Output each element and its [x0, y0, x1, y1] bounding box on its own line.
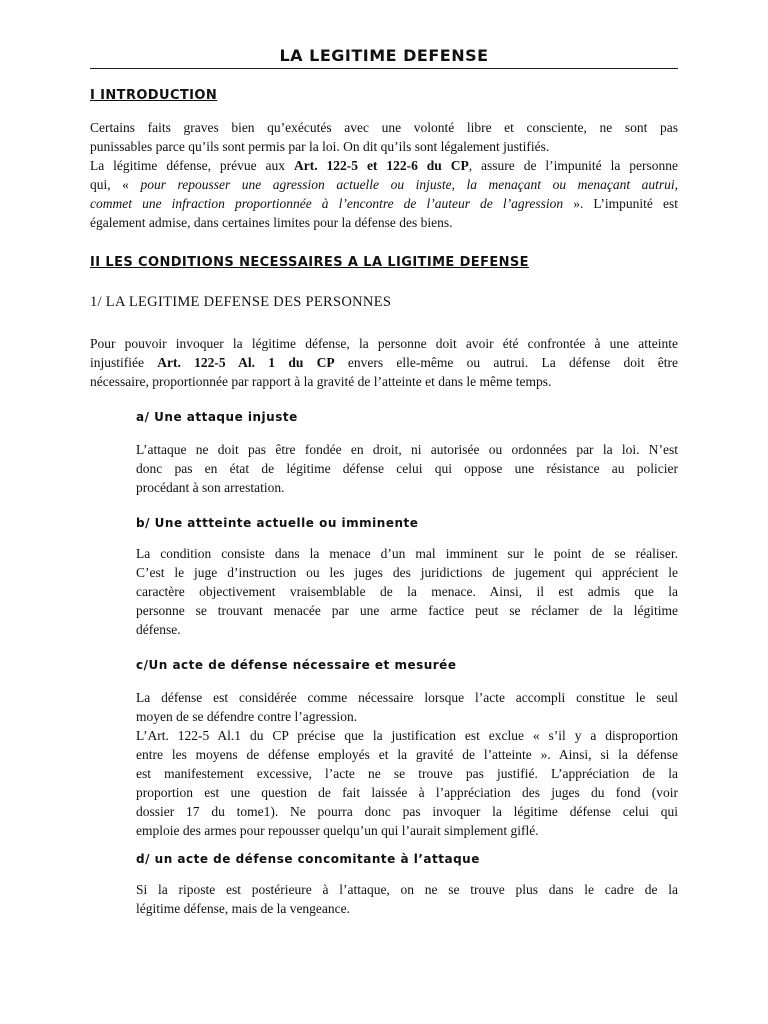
section-heading-conditions: II LES CONDITIONS NECESSAIRES A LA LIGITIME DEFENSE [90, 255, 529, 270]
document-title: LA LEGITIME DEFENSE [279, 46, 489, 65]
text-line: légitime défense, mais de la vengeance. [136, 901, 351, 916]
point-c-paragraph-2 [136, 726, 678, 840]
text-line: Si la riposte est postérieure à l’attaque, on ne se trouve plus dans le cadre de la [136, 882, 678, 897]
text-line: entre les moyens de défense employés et la gravité de l’atteinte ». Ainsi, si la défense [136, 747, 678, 762]
subsection-heading-personnes: 1/ LA LEGITIME DEFENSE DES PERSONNES [90, 294, 392, 310]
text-line: injustifiée Art. 122-5 Al. 1 du CP envers elle-même ou autrui. La défense doit être [90, 355, 679, 370]
intro-paragraph-2 [90, 156, 678, 232]
text-line: L’Art. 122-5 Al.1 du CP précise que la justification est exclue « s’il y a disproportion [136, 728, 678, 743]
point-b-paragraph [136, 544, 678, 639]
point-c-paragraph-1 [136, 688, 678, 726]
intro-paragraph-1 [90, 118, 678, 156]
section-heading-introduction: I INTRODUCTION [90, 88, 218, 103]
text-line: donc pas en état de légitime défense celui qui oppose une résistance au policier [136, 461, 678, 476]
point-d-paragraph [136, 880, 678, 918]
text-line: C’est le juge d’instruction ou les juges des juridictions de jugement qui apprécient le [136, 565, 678, 580]
text-line: également admise, dans certaines limites pour la défense des biens. [90, 215, 453, 230]
text-line: proportion est une question de fait laissée à l’appréciation des juges du fond (voir [136, 785, 678, 800]
text-line: emploie des armes pour repousser quelqu’un qui l’aurait simplement giflé. [136, 823, 539, 838]
text-line: dossier 17 du tome1). Ne pourra donc pas invoquer la légitime défense celui qui [136, 804, 678, 819]
text-line: procédant à son arrestation. [136, 480, 285, 495]
text-line: moyen de se défendre contre l’agression. [136, 709, 358, 724]
point-heading-b: b/ Une attteinte actuelle ou imminente [136, 516, 419, 530]
point-heading-d: d/ un acte de défense concomitante à l’attaque [136, 852, 480, 866]
text-line: est manifestement excessive, l’acte ne se trouve pas justifié. L’appréciation de la [136, 766, 678, 781]
conditions-intro-paragraph [90, 334, 678, 391]
point-a-paragraph [136, 440, 678, 497]
text-line: caractère objectivement vraisemblable de la menace. Ainsi, il est admis que la [136, 584, 678, 599]
text-line: La défense est considérée comme nécessaire lorsque l’acte accompli constitue le seul [136, 690, 678, 705]
text-line: Pour pouvoir invoquer la légitime défense, la personne doit avoir été confrontée à une atteinte [90, 336, 678, 351]
text-line: commet une infraction proportionnée à l’encontre de l’auteur de l’agression ». L’impunité est [90, 196, 678, 211]
text-line: La légitime défense, prévue aux Art. 122-5 et 122-6 du CP, assure de l’impunité la personne [90, 158, 678, 173]
title-rule [90, 68, 678, 69]
text-line: défense. [136, 622, 181, 637]
point-heading-a: a/ Une attaque injuste [136, 410, 298, 424]
text-line: La condition consiste dans la menace d’un mal imminent sur le point de se réaliser. [136, 546, 678, 561]
point-heading-c: c/Un acte de défense nécessaire et mesurée [136, 658, 457, 672]
text-line: nécessaire, proportionnée par rapport à la gravité de l’atteinte et dans le même temps. [90, 374, 552, 389]
text-line: personne se trouvant menacée par une arme factice peut se réclamer de la légitime [136, 603, 678, 618]
text-line: punissables parce qu’ils sont permis par la loi. On dit qu’ils sont légalement justifiés. [90, 139, 550, 154]
text-line: Certains faits graves bien qu’exécutés avec une volonté libre et consciente, ne sont pas [90, 120, 678, 135]
text-line: qui, « pour repousser une agression actuelle ou injuste, la menaçant ou menaçant autrui, [90, 177, 678, 192]
text-line: L’attaque ne doit pas être fondée en droit, ni autorisée ou ordonnées par la loi. N’est [136, 442, 678, 457]
